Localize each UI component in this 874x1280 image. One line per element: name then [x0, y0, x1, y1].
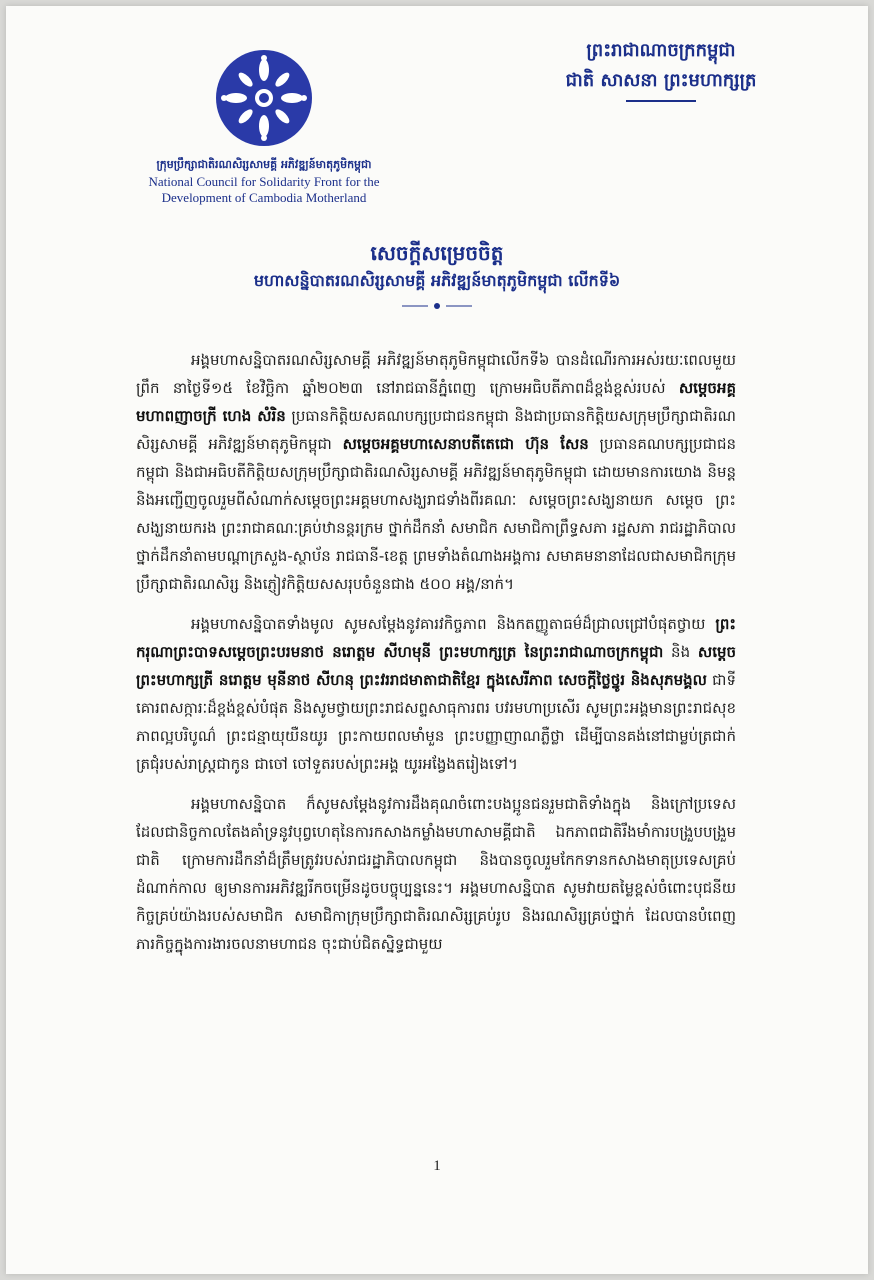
document-page: [6, 6, 868, 1274]
paragraph-2-text-a: អង្គមហាសន្និបាតទាំងមូល សូមសម្តែងនូវគារវកិច្ចភាព និងកតញ្ញូតាធម៌ដ៏ជ្រាលជ្រៅបំផុតថ្វាយ: [191, 615, 716, 633]
paragraph-2: [136, 610, 736, 778]
nation-religion-king: ជាតិ សាសនា ព្រះមហាក្សត្រ: [565, 70, 757, 91]
page-number: 1: [433, 1158, 441, 1174]
national-motto: [536, 36, 786, 102]
document-title: [6, 238, 868, 314]
paragraph-1-text-e: ប្រធានគណបក្សប្រជាជនកម្ពុជា និងជាអធិបតីកិត្តិយសក្រុមប្រឹក្សាជាតិរណសិរ្សសាមគ្គី អភិវឌ្ឍន៍មាតុភូមិកម្ពុជា ដោយមានការយោង និមន្ត និងអញ្ជើញចូលរួមពីសំណាក់សម្តេចព្រះអគ្គមហាសង្ឃរាជទាំងពីរគណៈ សម្តេចព្រះសង្ឃនាយក សម្តេច ព្រះសង្ឃនាយករង ព្រះរាជាគណៈគ្រប់ឋានន្តរក្រម ថ្នាក់ដឹកនាំ សមាជិក សមាជិកាព្រឹទ្ធសភា រដ្ឋសភា រាជរដ្ឋាភិបាល ថ្នាក់ដឹកនាំតាមបណ្តាក្រសួង-ស្ថាប័ន រាជធានី-ខេត្ត ព្រមទាំងតំណាងអង្គការ សមាគមនានាដែលជាសមាជិកក្រុមប្រឹក្សាជាតិរណសិរ្ស និងភ្ញៀវកិត្តិយសសរុបចំនួនជាង ៥០០ អង្គ/នាក់។: [136, 435, 737, 593]
paragraph-3: អង្គមហាសន្និបាត ក៏សូមសម្តែងនូវការដឹងគុណចំពោះបងប្អូនជនរួមជាតិទាំងក្នុង និងក្រៅប្រទេស ដែលជានិច្ចកាលតែងគាំទ្រនូវបុព្វហេតុនៃការកសាងកម្លាំងមហាសាមគ្គីជាតិ ឯកភាពជាតិរឹងមាំការបង្រួបបង្រួមជាតិ ក្រោមការដឹកនាំដ៏ត្រឹមត្រូវរបស់រាជរដ្ឋាភិបាលកម្ពុជា និងបានចូលរួមកែកទានកសាងមាតុប្រទេសគ្រប់ដំណាក់កាល ឲ្យមានការអភិវឌ្ឍរីកចម្រើនដូចបច្ចុប្បន្ននេះ។ អង្គមហាសន្និបាត សូមវាយតម្លៃខ្ពស់ចំពោះបុជនីយកិច្ចគ្រប់យ៉ាងរបស់សមាជិក សមាជិកាក្រុមប្រឹក្សាជាតិរណសិរ្សគ្រប់រូប និងរណសិរ្សគ្រប់ថ្នាក់ ដែលបានបំពេញភារកិច្ចក្នុងការងារចលនាមហាជន ចុះជាប់ជិតស្និទ្ធជាមួយ: [136, 795, 736, 953]
paragraph-1-text-c: ប្រធានកិត្តិយសគណបក្សប្រជាជនកម្ពុជា និងជាប្រធានកិត្តិយសក្រុមប្រឹក្សាជាតិរណសិរ្សសាមគ្គី អភិវឌ្ឍន៍មាតុភូមិកម្ពុជា: [136, 407, 736, 453]
organization-name-khmer: ក្រុមប្រឹក្សាជាតិរណសិរ្សសាមគ្គី អភិវឌ្ឍន៍មាតុភូមិកម្ពុជា: [156, 158, 372, 171]
title-line-1: សេចក្តីសម្រេចចិត្ត: [370, 241, 504, 265]
kingdom-name: ព្រះរាជាណាចក្រកម្ពុជា: [586, 40, 736, 61]
paragraph-1-text-a: អង្គមហាសន្និបាតរណសិរ្សសាមគ្គី អភិវឌ្ឍន៍មាតុភូមិកម្ពុជាលើកទី៦ បានដំណើរការអស់រយៈពេលមួយព្រឹក នាថ្ងៃទី១៥ ខែវិច្ឆិកា ឆ្នាំ២០២៣ នៅរាជធានីភ្នំពេញ ក្រោមអធិបតីភាពដ៏ខ្ពង់ខ្ពស់របស់: [136, 351, 736, 397]
organization-name-english-line-1: National Council for Solidarity Front for the: [148, 174, 380, 189]
honorific-queen-mother: សម្តេចព្រះមហាក្សត្រី នរោត្តម មុនីនាថ សីហនុ ព្រះវររាជមាតាជាតិខ្មែរ ក្នុងសេរីភាព សេចក្តីថ្លៃថ្នូរ និងសុភមង្គល: [136, 643, 736, 689]
title-line-2: មហាសន្និបាតរណសិរ្សសាមគ្គី អភិវឌ្ឍន៍មាតុភូមិកម្ពុជា លើកទី៦: [253, 271, 621, 290]
honorific-heng-samrin: សម្តេចអគ្គមហាពញាចក្រី ហេង សំរិន: [136, 379, 736, 425]
ornament-divider-icon: [402, 302, 472, 310]
organization-name-english-line-2: Development of Cambodia Motherland: [161, 190, 367, 205]
paragraph-2-text-c: និង: [663, 643, 698, 661]
paragraph-1: [136, 346, 736, 598]
paragraph-2-text-e: ជាទីគោរពសក្ការៈដ៏ខ្ពង់ខ្ពស់បំផុត និងសូមថ្វាយព្រះរាជសព្ទសាធុការពរ បវរមហាប្រសើរ សូមព្រះអង្គមានព្រះរាជសុខភាពល្អបរិបូណ៌ ព្រះជន្មាយុយឺនយូរ ព្រះកាយពលមាំមួន ព្រះបញ្ញាញាណភ្លឺថ្លា ដើម្បីបានគង់នៅជាម្លប់ត្រជាក់ត្រជុំរបស់រាស្ត្រជាកូន ជាចៅ ចៅទួតរបស់ព្រះអង្គ យូរអង្វែងតរៀងទៅ។: [136, 671, 736, 773]
motto-underline: [626, 100, 696, 102]
document-body: [136, 346, 736, 970]
honorific-hun-sen: សម្តេចអគ្គមហាសេនាបតីតេជោ ហ៊ុន សែន: [342, 435, 589, 453]
organization-header: [114, 48, 414, 206]
honorific-king: ព្រះករុណាព្រះបាទសម្តេចព្រះបរមនាថ នរោត្តម សីហមុនី ព្រះមហាក្សត្រ នៃព្រះរាជាណាចក្រកម្ពុជា: [136, 615, 736, 661]
organization-logo-icon: [214, 48, 314, 148]
